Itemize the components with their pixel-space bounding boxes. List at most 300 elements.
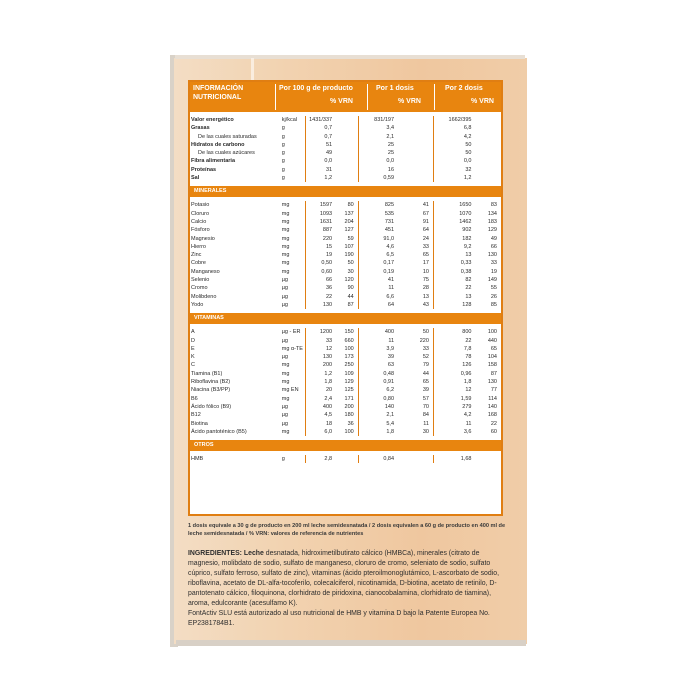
- nutrient-vrn2: 77: [490, 387, 497, 394]
- nutrient-vrn1: [398, 141, 433, 149]
- nutrient-vrn1: [398, 157, 433, 165]
- nutrient-vrn1: 65: [422, 379, 429, 386]
- nutrient-v1: 0,19: [358, 268, 398, 276]
- nutrient-vrn100: [336, 141, 358, 149]
- nutrient-row: [190, 411, 501, 419]
- nutrient-name: HMB: [191, 456, 204, 463]
- nutrient-v1: 5,4: [358, 420, 398, 428]
- nutrient-vrn2: 60: [490, 428, 497, 435]
- nutrient-vrn2: 55: [490, 285, 497, 292]
- nutrient-v100: 0,0: [305, 157, 336, 165]
- nutrient-v2: 11: [433, 420, 475, 428]
- ingredients-paragraph: [188, 549, 506, 609]
- nutrient-name: Fósforo: [191, 227, 210, 234]
- nutrient-v2: 1662/395: [433, 116, 475, 124]
- nutrient-row: [190, 201, 501, 209]
- ingredients-leche: Leche: [243, 550, 264, 557]
- nutrient-vrn100: 200: [344, 403, 354, 410]
- nutrient-vrn2: 130: [487, 379, 497, 386]
- nutrient-unit: mg: [281, 370, 290, 377]
- nutrient-vrn2: [475, 455, 501, 463]
- nutrient-vrn100: 171: [344, 395, 354, 402]
- nutrient-vrn2: [475, 141, 501, 149]
- nutrient-v1: 41: [358, 276, 398, 284]
- nutrient-v100: 66: [305, 276, 336, 284]
- nutrient-vrn1: 75: [422, 277, 429, 284]
- nutrient-v100: 200: [305, 361, 336, 369]
- nutrient-unit: g: [281, 141, 285, 148]
- nutrient-v2: 82: [433, 276, 475, 284]
- nutrient-row: [190, 166, 501, 174]
- nutrient-vrn100: [336, 174, 358, 182]
- nutrient-name: Magnesio: [191, 235, 215, 242]
- nutrient-unit: µg: [281, 420, 288, 427]
- nutrient-v2: 12: [433, 386, 475, 394]
- nutrient-vrn2: 149: [487, 277, 497, 284]
- nutrient-unit: mg: [281, 260, 290, 267]
- nutrient-v1: 0,80: [358, 395, 398, 403]
- nutrient-vrn1: 24: [422, 235, 429, 242]
- nutrient-v2: 128: [433, 301, 475, 309]
- nutrient-vrn100: 250: [344, 362, 354, 369]
- nutrient-v2: 22: [433, 337, 475, 345]
- nutrient-vrn100: 204: [344, 218, 354, 225]
- nutrient-unit: mg: [281, 227, 290, 234]
- nutrient-name: Cromo: [191, 285, 208, 292]
- nutrient-v100: 51: [305, 141, 336, 149]
- nutrient-v100: 6,0: [305, 428, 336, 436]
- nutrient-v2: 78: [433, 353, 475, 361]
- nutrient-name: Hierro: [191, 243, 206, 250]
- header-col3-title: Por 2 dosis: [445, 85, 483, 92]
- nutrient-vrn100: 129: [344, 379, 354, 386]
- nutrient-v2: 50: [433, 149, 475, 157]
- nutrient-unit: µg: [281, 354, 288, 361]
- nutrient-name: Riboflavina (B2): [191, 379, 231, 386]
- nutrient-v1: 6,2: [358, 386, 398, 394]
- nutrient-v1: 400: [358, 328, 398, 336]
- nutrient-vrn2: 158: [487, 362, 497, 369]
- nutrient-v100: 2,8: [305, 455, 336, 463]
- nutrient-unit: mg: [281, 243, 290, 250]
- nutrient-v100: 2,4: [305, 395, 336, 403]
- nutrient-vrn100: 44: [347, 293, 354, 300]
- nutrient-v1: 0,48: [358, 370, 398, 378]
- nutrient-vrn100: 87: [347, 301, 354, 308]
- nutrient-row: [190, 403, 501, 411]
- nutrient-v1: 63: [358, 361, 398, 369]
- nutrient-vrn100: 36: [347, 420, 354, 427]
- nutrient-v1: 39: [358, 353, 398, 361]
- nutrient-unit: g: [281, 175, 285, 182]
- nutrient-vrn100: 80: [347, 202, 354, 209]
- nutrient-name: D: [191, 337, 195, 344]
- nutrient-vrn100: 180: [344, 412, 354, 419]
- nutrient-name: Zinc: [191, 252, 202, 259]
- nutrient-name: Valor energético: [191, 117, 234, 123]
- nutrient-v100: 130: [305, 301, 336, 309]
- nutrient-unit: mg EN: [281, 387, 299, 394]
- nutrient-unit: g: [281, 125, 285, 132]
- nutrient-v1: 1,8: [358, 428, 398, 436]
- nutrient-v100: 18: [305, 420, 336, 428]
- nutrient-row: [190, 226, 501, 234]
- dose-footnote: 1 dosis equivale a 30 g de producto en 200 ml leche semidesnatada / 2 dosis equivalen a 60 g de producto en 400 ml de leche semidesnatada / % VRN: valores de referencia de nutrientes: [188, 523, 506, 537]
- nutrient-v2: 1462: [433, 218, 475, 226]
- nutrient-v1: 3,9: [358, 345, 398, 353]
- nutrient-v2: 1070: [433, 210, 475, 218]
- nutrient-v1: 25: [358, 141, 398, 149]
- nutrient-unit: mg: [281, 210, 290, 217]
- nutrient-row: [190, 293, 501, 301]
- nutrient-unit: µg: [281, 412, 288, 419]
- nutrient-v2: 32: [433, 166, 475, 174]
- nutrient-vrn2: 66: [490, 243, 497, 250]
- nutrient-v2: 1,68: [433, 455, 475, 463]
- nutrient-unit: µg: [281, 337, 288, 344]
- nutrient-name: K: [191, 354, 195, 361]
- nutrient-vrn100: 173: [344, 354, 354, 361]
- nutrient-v100: 1431/337: [305, 116, 336, 124]
- nutrient-vrn2: 26: [490, 293, 497, 300]
- nutrient-v100: 1093: [305, 210, 336, 218]
- nutrient-vrn100: 50: [347, 260, 354, 267]
- nutrient-vrn2: 114: [488, 395, 497, 402]
- vitamins-table: [190, 328, 501, 436]
- nutrient-row: [190, 455, 501, 463]
- nutrient-name: Cloruro: [191, 210, 210, 217]
- nutrition-table-panel: [188, 80, 503, 516]
- nutrient-v2: 279: [433, 403, 475, 411]
- nutrient-v2: 6,8: [433, 124, 475, 132]
- nutrient-name: Grasas: [191, 125, 210, 132]
- nutrient-v100: 33: [305, 337, 336, 345]
- nutrient-v1: 6,6: [358, 293, 398, 301]
- nutrient-vrn1: 84: [422, 412, 429, 419]
- nutrient-v100: 400: [305, 403, 336, 411]
- nutrient-v100: 0,7: [305, 133, 336, 141]
- nutrient-unit: mg: [281, 235, 290, 242]
- nutrient-vrn2: [475, 124, 501, 132]
- nutrient-vrn1: 30: [422, 428, 429, 435]
- nutrient-name: Biotina: [191, 420, 208, 427]
- nutrient-v1: 0,84: [358, 455, 398, 463]
- nutrient-row: [190, 353, 501, 361]
- nutrient-vrn100: 100: [344, 345, 354, 352]
- nutrient-vrn2: 85: [490, 301, 497, 308]
- nutrient-vrn2: 33: [490, 260, 497, 267]
- patent-notice: FontActiv SLU está autorizado al uso nutricional de HMB y vitamina D bajo la Patente Europea No. EP2381784B1.: [188, 610, 490, 627]
- nutrient-v1: 831/197: [358, 116, 398, 124]
- nutrient-vrn2: 19: [490, 268, 497, 275]
- nutrient-vrn100: [336, 455, 358, 463]
- nutrient-unit: g: [281, 133, 285, 140]
- nutrient-v100: 1631: [305, 218, 336, 226]
- nutrient-row: [190, 370, 501, 378]
- nutrient-vrn100: [336, 157, 358, 165]
- nutrient-vrn2: 22: [490, 420, 497, 427]
- nutrient-vrn100: [336, 124, 358, 132]
- nutrient-vrn2: 134: [487, 210, 497, 217]
- nutrient-row: [190, 259, 501, 267]
- nutrient-vrn2: 130: [487, 252, 497, 259]
- nutrient-row: [190, 276, 501, 284]
- nutrient-vrn100: 109: [344, 370, 354, 377]
- nutrient-v1: 2,1: [358, 133, 398, 141]
- nutrient-name: De las cuales azúcares: [198, 150, 255, 157]
- nutrient-name: B6: [191, 395, 198, 402]
- nutrient-unit: mg: [281, 268, 290, 275]
- header-separator: [275, 84, 276, 110]
- nutrient-v1: 0,59: [358, 174, 398, 182]
- nutrient-row: [190, 141, 501, 149]
- nutrient-row: [190, 386, 501, 394]
- nutrient-v100: 1597: [305, 201, 336, 209]
- nutrient-v100: 130: [305, 353, 336, 361]
- nutrient-name: Ácido fólico (B9): [191, 403, 232, 410]
- nutrient-v2: 0,33: [433, 259, 475, 267]
- nutrient-vrn1: [398, 124, 433, 132]
- nutrient-vrn1: 50: [422, 329, 429, 336]
- nutrient-row: [190, 268, 501, 276]
- nutrient-v100: 0,60: [305, 268, 336, 276]
- nutrient-vrn2: [475, 174, 501, 182]
- nutrient-row: [190, 243, 501, 251]
- nutrient-row: [190, 378, 501, 386]
- nutrient-v2: 4,2: [433, 411, 475, 419]
- nutrient-v100: 220: [305, 235, 336, 243]
- nutrient-v2: 0,96: [433, 370, 475, 378]
- nutrient-vrn2: 104: [487, 354, 497, 361]
- nutrient-vrn100: 120: [344, 277, 354, 284]
- nutrient-v2: 3,6: [433, 428, 475, 436]
- header-separator: [367, 84, 368, 110]
- nutrient-name: Proteínas: [191, 166, 217, 173]
- nutrient-v1: 4,6: [358, 243, 398, 251]
- nutrient-name: A: [191, 329, 195, 336]
- nutrient-unit: g: [281, 456, 285, 463]
- nutrient-vrn1: 220: [419, 337, 429, 344]
- nutrient-row: [190, 301, 501, 309]
- others-table: [190, 455, 501, 463]
- nutrient-vrn1: 57: [422, 395, 429, 402]
- nutrient-vrn2: [475, 149, 501, 157]
- nutrient-name: Fibra alimentaria: [191, 158, 236, 165]
- ingredients-label: INGREDIENTES:: [188, 550, 242, 557]
- nutrient-vrn2: 183: [487, 218, 497, 225]
- nutrient-vrn1: [398, 133, 433, 141]
- nutrient-v2: 13: [433, 251, 475, 259]
- nutrient-vrn1: [398, 116, 433, 124]
- nutrient-v100: 49: [305, 149, 336, 157]
- nutrient-vrn100: 137: [344, 210, 354, 217]
- nutrient-unit: mg: [281, 218, 290, 225]
- header-title-line1: INFORMACIÓN: [193, 85, 244, 92]
- nutrient-v1: 0,91: [358, 378, 398, 386]
- nutrient-v2: 50: [433, 141, 475, 149]
- nutrient-unit: µg: [281, 285, 288, 292]
- nutrient-vrn2: 100: [487, 329, 497, 336]
- nutrient-vrn1: 44: [422, 370, 429, 377]
- nutrient-name: Calcio: [191, 218, 207, 225]
- nutrient-v100: 0,50: [305, 259, 336, 267]
- nutrient-v100: 36: [305, 284, 336, 292]
- nutrient-vrn2: 83: [490, 202, 497, 209]
- nutrient-unit: µg: [281, 403, 288, 410]
- nutrient-name: De las cuales saturadas: [198, 133, 257, 140]
- nutrient-unit: mg: [281, 202, 290, 209]
- nutrient-row: [190, 116, 501, 124]
- nutrition-table-header: [190, 82, 501, 112]
- nutrient-vrn100: 90: [347, 285, 354, 292]
- nutrient-row: [190, 133, 501, 141]
- nutrient-v100: 0,7: [305, 124, 336, 132]
- nutrient-unit: µg: [281, 277, 288, 284]
- nutrient-v2: 1,2: [433, 174, 475, 182]
- nutrient-vrn1: [398, 174, 433, 182]
- nutrient-name: Selenio: [191, 277, 210, 284]
- nutrient-unit: µg: [281, 301, 288, 308]
- nutrient-vrn2: 49: [490, 235, 497, 242]
- nutrient-row: [190, 251, 501, 259]
- others-section-title: OTROS: [190, 440, 501, 451]
- nutrient-row: [190, 337, 501, 345]
- nutrient-v1: 91,0: [358, 235, 398, 243]
- nutrient-v1: 16: [358, 166, 398, 174]
- nutrient-vrn1: 43: [422, 301, 429, 308]
- nutrient-v100: 1,2: [305, 370, 336, 378]
- nutrient-v100: 887: [305, 226, 336, 234]
- nutrient-vrn2: 87: [490, 370, 497, 377]
- nutrient-name: Potasio: [191, 202, 210, 209]
- nutrient-v1: 11: [358, 284, 398, 292]
- nutrient-unit: mg: [281, 252, 290, 259]
- nutrient-vrn2: 140: [487, 403, 497, 410]
- nutrient-vrn2: [475, 133, 501, 141]
- nutrient-vrn100: 59: [347, 235, 354, 242]
- nutrient-vrn2: 129: [487, 227, 497, 234]
- nutrient-v1: 11: [358, 337, 398, 345]
- nutrient-vrn100: [336, 166, 358, 174]
- macros-table: [190, 116, 501, 182]
- nutrient-row: [190, 428, 501, 436]
- nutrient-v2: 800: [433, 328, 475, 336]
- nutrient-vrn1: [398, 455, 433, 463]
- nutrient-v100: 19: [305, 251, 336, 259]
- nutrient-row: [190, 149, 501, 157]
- header-col1-title: Por 100 g de producto: [279, 85, 353, 92]
- minerals-section-title: MINERALES: [190, 186, 501, 197]
- nutrient-vrn1: 91: [422, 218, 429, 225]
- nutrient-v1: 6,5: [358, 251, 398, 259]
- nutrient-vrn2: 168: [487, 412, 497, 419]
- nutrient-row: [190, 210, 501, 218]
- nutrient-v100: 1200: [305, 328, 336, 336]
- header-separator: [434, 84, 435, 110]
- ingredients-text: desnatada, hidroximetilbutirato cálcico (HMBCa), minerales (citrato de magnesio, molibdato de sodio, sulfato de manganeso, cloruro de cromo, seleniato de sodio, sulfato cúprico, sulfato ferroso, sulfato de zinc), vitaminas (ácido pteroilmonoglutámico, L-ascorbato de sodio, riboflavina, acetato de DL-alfa-tocoferilo, colecalciferol, nicotinamida, D-biotina, acetato de retinilo, D-pantotenato cálcico, filoquinona, clorhidrato de piridoxina, cianocobalamina, clorhidrato de tiamina), aroma, edulcorante (acesulfamo K).: [188, 550, 499, 607]
- nutrient-v1: 2,1: [358, 411, 398, 419]
- nutrient-vrn1: 33: [422, 243, 429, 250]
- nutrient-vrn2: [475, 157, 501, 165]
- nutrient-v100: 22: [305, 293, 336, 301]
- nutrient-v100: 1,8: [305, 378, 336, 386]
- nutrient-v2: 902: [433, 226, 475, 234]
- nutrient-name: Ácido pantoténico (B5): [191, 428, 247, 435]
- nutrient-name: Tiamina (B1): [191, 370, 223, 377]
- nutrient-vrn100: 127: [344, 227, 354, 234]
- header-col2-title: Por 1 dosis: [376, 85, 414, 92]
- header-title-line2: NUTRICIONAL: [193, 94, 242, 101]
- nutrient-name: Yodo: [191, 301, 204, 308]
- nutrient-v100: 15: [305, 243, 336, 251]
- nutrient-row: [190, 235, 501, 243]
- nutrient-vrn2: [475, 166, 501, 174]
- nutrient-vrn100: 30: [347, 268, 354, 275]
- header-col2-vrn: % VRN: [398, 98, 421, 105]
- vitamins-section-title: VITAMINAS: [190, 313, 501, 324]
- nutrient-vrn1: [398, 166, 433, 174]
- nutrient-name: E: [191, 345, 195, 352]
- nutrient-v2: 0,38: [433, 268, 475, 276]
- header-col3-vrn: % VRN: [471, 98, 494, 105]
- nutrient-vrn1: 52: [422, 354, 429, 361]
- nutrient-vrn1: 67: [422, 210, 429, 217]
- nutrient-v1: 0,17: [358, 259, 398, 267]
- minerals-table: [190, 201, 501, 309]
- nutrient-vrn1: 11: [423, 420, 429, 427]
- nutrient-vrn100: 125: [344, 387, 354, 394]
- nutrient-v2: 4,2: [433, 133, 475, 141]
- box-top-edge: [175, 55, 525, 59]
- nutrient-vrn1: 13: [422, 293, 429, 300]
- nutrient-v1: 64: [358, 301, 398, 309]
- nutrient-name: Molibdeno: [191, 293, 217, 300]
- nutrient-v2: 1,59: [433, 395, 475, 403]
- header-col1-vrn: % VRN: [330, 98, 353, 105]
- nutrient-name: Hidratos de carbono: [191, 141, 245, 148]
- nutrient-v1: 731: [358, 218, 398, 226]
- nutrient-vrn100: [336, 133, 358, 141]
- box-bottom-edge: [176, 640, 526, 646]
- nutrient-unit: kj/kcal: [281, 117, 298, 123]
- nutrient-vrn2: 440: [487, 337, 497, 344]
- nutrient-v1: 0,0: [358, 157, 398, 165]
- nutrient-vrn100: [336, 116, 358, 124]
- nutrient-vrn100: 100: [344, 428, 354, 435]
- nutrient-row: [190, 174, 501, 182]
- nutrient-v1: 3,4: [358, 124, 398, 132]
- nutrient-name: Niacina (B3/PP): [191, 387, 231, 394]
- nutrient-unit: mg: [281, 362, 290, 369]
- nutrient-vrn100: [336, 149, 358, 157]
- nutrient-v2: 126: [433, 361, 475, 369]
- nutrient-v100: 1,2: [305, 174, 336, 182]
- nutrient-vrn1: 10: [422, 268, 429, 275]
- nutrient-v2: 9,2: [433, 243, 475, 251]
- nutrient-name: B12: [191, 412, 201, 419]
- nutrient-v2: 22: [433, 284, 475, 292]
- nutrient-vrn100: 150: [344, 329, 354, 336]
- nutrient-v1: 140: [358, 403, 398, 411]
- nutrient-name: C: [191, 362, 195, 369]
- nutrient-v2: 1,8: [433, 378, 475, 386]
- nutrient-v2: 13: [433, 293, 475, 301]
- nutrient-name: Cobre: [191, 260, 206, 267]
- nutrient-name: Manganeso: [191, 268, 220, 275]
- nutrient-row: [190, 420, 501, 428]
- nutrient-v1: 535: [358, 210, 398, 218]
- nutrient-v2: 7,8: [433, 345, 475, 353]
